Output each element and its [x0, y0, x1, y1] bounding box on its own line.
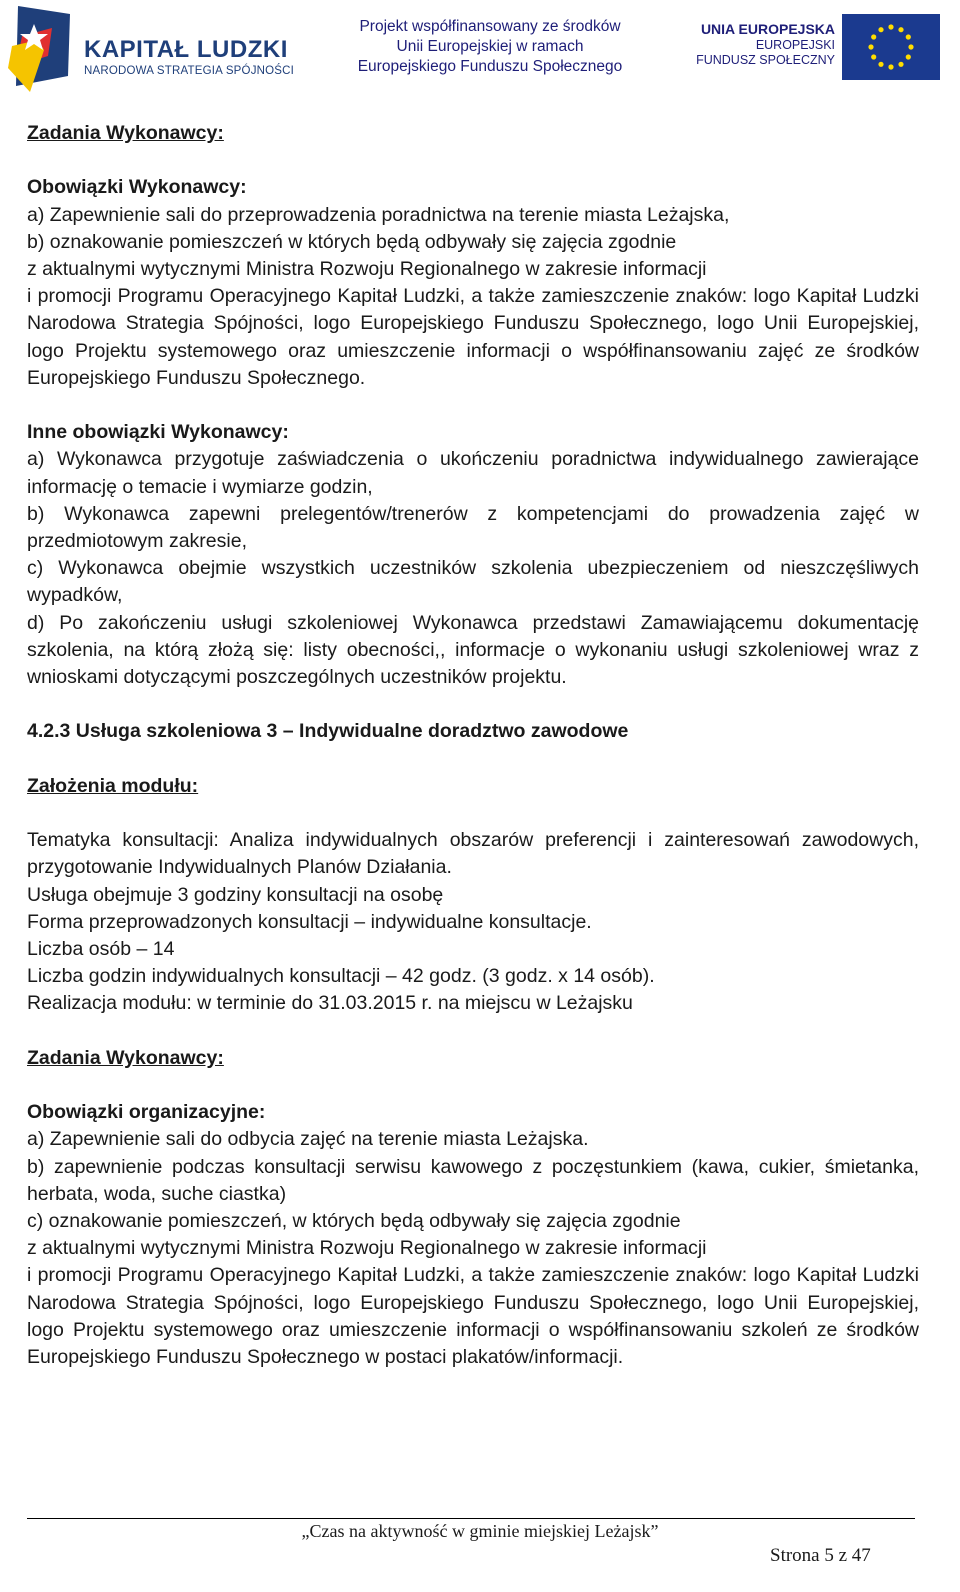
project-funding-line: Unii Europejskiej w ramach [396, 38, 584, 55]
project-funding-line: Europejskiego Funduszu Społecznego [357, 58, 623, 75]
kapital-ludzki-logo [8, 6, 298, 96]
other-duties-heading: Inne obowiązki Wykonawcy: [27, 421, 289, 444]
tasks-heading: Zadania Wykonawcy: [27, 1046, 224, 1069]
kapital-ludzki-title: KAPITAŁ LUDZKI [84, 36, 288, 63]
assumptions-heading: Założenia modułu: [27, 774, 199, 797]
project-funding-line: Projekt współfinansowany ze środków [359, 18, 621, 35]
footer-divider [27, 1518, 915, 1519]
duty-item: b) oznakowanie pomieszczeń w których będą odbywały się zajęcia zgodnie [27, 230, 677, 253]
kapital-ludzki-emblem-icon [8, 6, 78, 94]
section-title: 4.2.3 Usługa szkoleniowa 3 – Indywidualne doradztwo zawodowe [27, 720, 629, 743]
eu-title: UNIA EUROPEJSKA [700, 21, 835, 37]
org-duty-item: a) Zapewnienie sali do odbycia zajęć na terenie miasta Leżajska. [27, 1128, 589, 1151]
topic-text: Tematyka konsultacji: Analiza indywidualnych obszarów preferencji i zainteresowań zawodowych, przygotowanie Indywidualnych Planów Działania. [27, 829, 919, 879]
other-duty-item: c) Wykonawca obejmie wszystkich uczestników szkolenia ubezpieczeniem od nieszczęśliwych wypadków, [27, 557, 919, 607]
footer-project-name: „Czas na aktywność w gminie miejskiej Leżajsk” [301, 1521, 659, 1541]
other-duty-item: d) Po zakończeniu usługi szkoleniowej Wykonawca przedstawi Zamawiającemu dokumentację szkolenia, na którą złożą się: listy obecności,, informacje o wykonaniu usługi szkoleniowej wraz z wnioskami dotyczącymi poszczególnych uczestników projektu. [27, 611, 919, 689]
eu-flag-icon [842, 14, 940, 80]
duty-item: a) Zapewnienie sali do przeprowadzenia poradnictwa na terenie miasta Leżajska, [27, 203, 730, 226]
org-duty-item: z aktualnymi wytycznymi Ministra Rozwoju Regionalnego w zakresie informacji [27, 1237, 707, 1260]
other-duty-item: a) Wykonawca przygotuje zaświadczenia o ukończeniu poradnictwa indywidualnego zawierające informację o temacie i wymiarze godzin, [27, 448, 919, 498]
org-duty-item: c) oznakowanie pomieszczeń, w których będą odbywały się zajęcia zgodnie [27, 1210, 681, 1233]
tasks-heading: Zadania Wykonawcy: [27, 122, 224, 144]
hours-text: Usługa obejmuje 3 godziny konsultacji na osobę [27, 883, 444, 906]
eu-sub1: EUROPEJSKI [755, 38, 835, 52]
hours-total: Liczba godzin indywidualnych konsultacji – 42 godz. (3 godz. x 14 osób). [27, 965, 655, 988]
kapital-ludzki-subtitle: NARODOWA STRATEGIA SPÓJNOŚCI [84, 65, 295, 77]
people-count: Liczba osób – 14 [27, 938, 175, 961]
document-body [27, 120, 919, 1371]
org-duty-item: i promocji Programu Operacyjnego Kapitał Ludzki, a także zamieszczenie znaków: logo Kapitał Ludzki Narodowa Strategia Spójności, logo Europejskiego Funduszu Społecznego, logo Unii Europejskiej, logo Projektu systemowego oraz umieszczenie informacji o współfinansowaniu szkoleń ze środków Europejskiego Funduszu Społecznego w postaci plakatów/informacji. [27, 1264, 919, 1369]
duty-item: i promocji Programu Operacyjnego Kapitał Ludzki, a także zamieszczenie znaków: logo Kapitał Ludzki Narodowa Strategia Spójności, logo Europejskiego Funduszu Społecznego, logo Unii Europejskiej, logo Projektu systemowego oraz umieszczenie informacji o współfinansowaniu zajęć ze środków Europejskiego Funduszu Społecznego. [27, 285, 919, 389]
duties-heading: Obowiązki Wykonawcy: [27, 176, 247, 199]
page-number: Strona 5 z 47 [770, 1545, 871, 1566]
realization-text: Realizacja modułu: w terminie do 31.03.2015 r. na miejscu w Leżajsku [27, 992, 633, 1015]
form-text: Forma przeprowadzonych konsultacji – indywidualne konsultacje. [27, 910, 592, 933]
eu-logo-text [690, 21, 835, 68]
org-duty-item: b) zapewnienie podczas konsultacji serwisu kawowego z poczęstunkiem (kawa, cukier, śmietanka, herbata, woda, suche ciastka) [27, 1155, 919, 1205]
org-duties-heading: Obowiązki organizacyjne: [27, 1101, 266, 1124]
eu-sub2: FUNDUSZ SPOŁECZNY [696, 53, 835, 67]
page-header [0, 0, 960, 100]
project-funding-note [330, 17, 650, 77]
duty-item: z aktualnymi wytycznymi Ministra Rozwoju Regionalnego w zakresie informacji [27, 258, 707, 280]
other-duty-item: b) Wykonawca zapewni prelegentów/trenerów z kompetencjami do prowadzenia zajęć w przedmiotowym zakresie, [27, 502, 919, 553]
